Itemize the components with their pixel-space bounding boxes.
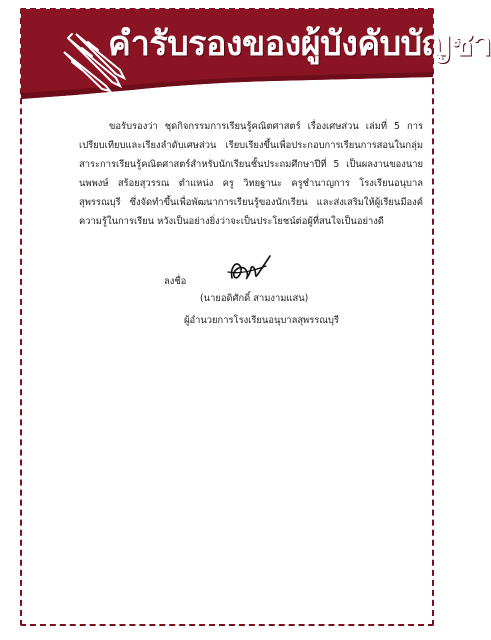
sign-label: ลงชื่อ — [164, 276, 187, 287]
certification-text — [79, 117, 423, 231]
handwritten-signature — [226, 248, 274, 288]
signer-name: (นายอดิศักดิ์ สามงามแสน) — [200, 293, 309, 304]
signer-position: ผู้อำนวยการโรงเรียนอนุบาลสุพรรณบุรี — [184, 315, 339, 326]
page-title: คำรับรองของผู้บังคับบัญชา — [108, 24, 491, 64]
body-paragraph: ขอรับรองว่า ชุดกิจกรรมการเรียนรู้คณิตศาสตร์ เรื่องเศษส่วน เล่มที่ 5 การเปรียบเทียบและเรียงลำดับเศษส่วน เรียบเรียงขึ้นเพื่อประกอบการเรียนการสอนในกลุ่มสาระการเรียนรู้คณิตศาสตร์สำหรับนักเรียนชั้นประถมศึกษาปีที่ 5 เป็นผลงานของนายนพพงษ์ สร้อยสุวรรณ ตำแหน่ง ครู วิทยฐานะ ครูชำนาญการ โรงเรียนอนุบาลสุพรรณบุรี ซึ่งจัดทำขึ้นเพื่อพัฒนาการเรียนรู้ของนักเรียน และส่งเสริมให้ผู้เรียนมีองค์ความรู้ในการเรียน หวังเป็นอย่างยิ่งว่าจะเป็นประโยชน์ต่อผู้ที่สนใจเป็นอย่างดี — [79, 121, 423, 227]
